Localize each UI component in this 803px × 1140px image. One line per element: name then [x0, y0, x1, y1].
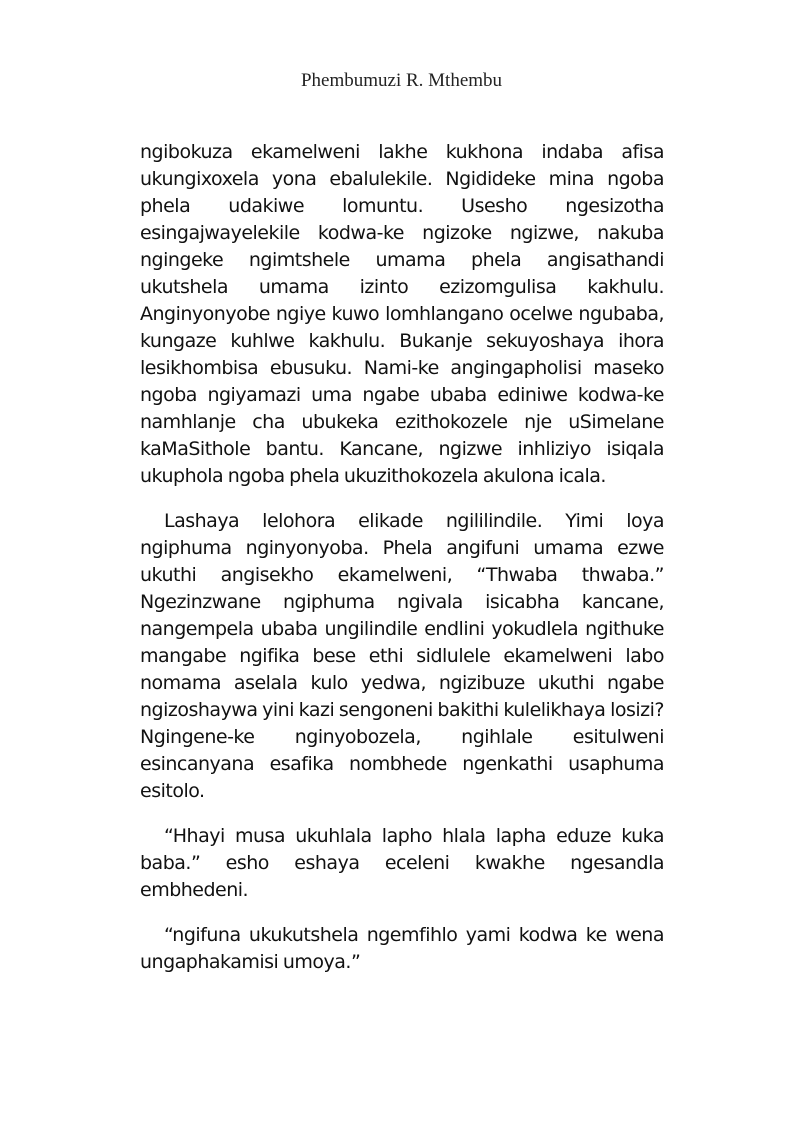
paragraph-2: Lashaya lelohora elikade ngililindile. Yimi loya ngiphuma nginyonyoba. Phela angifuni umama ezwe ukuthi angisekho ekamelweni, “Thwaba thwaba.” Ngezinzwane ngiphuma ngivala isicabha kancane, nangempela ubaba ungilindile endlini yokudlela ngithuke mangabe ngifika bese ethi sidlulele ekamelweni labo nomama aselala kulo yedwa, ngizibuze ukuthi ngabe ngizoshaywa yini kazi sengoneni bakithi kulelikhaya losizi? Ngingene-ke nginyobozela, ngihlale esitulweni esincanyana esafika nombhede ngenkathi usaphuma esitolo.: [140, 510, 664, 802]
paragraph-1: ngibokuza ekamelweni lakhe kukhona indaba afisa ukungixoxela yona ebalulekile. Ngidideke mina ngoba phela udakiwe lomuntu. Usesho ngesizotha esingajwayelekile kodwa-ke ngizoke ngizwe, nakuba ngingeke ngimtshele umama phela angisathandi ukutshela umama izinto ezizomgulisa kakhulu. Anginyonyobe ngiye kuwo lomhlangano ocelwe ngubaba, kungaze kuhlwe kakhulu. Bukanje sekuyoshaya ihora lesikhombisa ebusuku. Nami-ke angingapholisi maseko ngoba ngiyamazi uma ngabe ubaba ediniwe kodwa-ke namhlanje cha ubukeka ezithokozele nje uSimelane kaMaSithole bantu. Kancane, ngizwe inhliziyo isiqala ukuphola ngoba phela ukuzithokozela akulona icala.: [140, 141, 664, 487]
paragraph-4: “ngifuna ukukutshela ngemfihlo yami kodwa ke wena ungaphakamisi umoya.”: [140, 924, 664, 973]
paragraph-3: “Hhayi musa ukuhlala lapho hlala lapha eduze kuka baba.” esho eshaya eceleni kwakhe ngesandla embhedeni.: [140, 825, 664, 901]
body-text: [140, 139, 664, 994]
running-header-author: Phembumuzi R. Mthembu: [300, 70, 503, 91]
